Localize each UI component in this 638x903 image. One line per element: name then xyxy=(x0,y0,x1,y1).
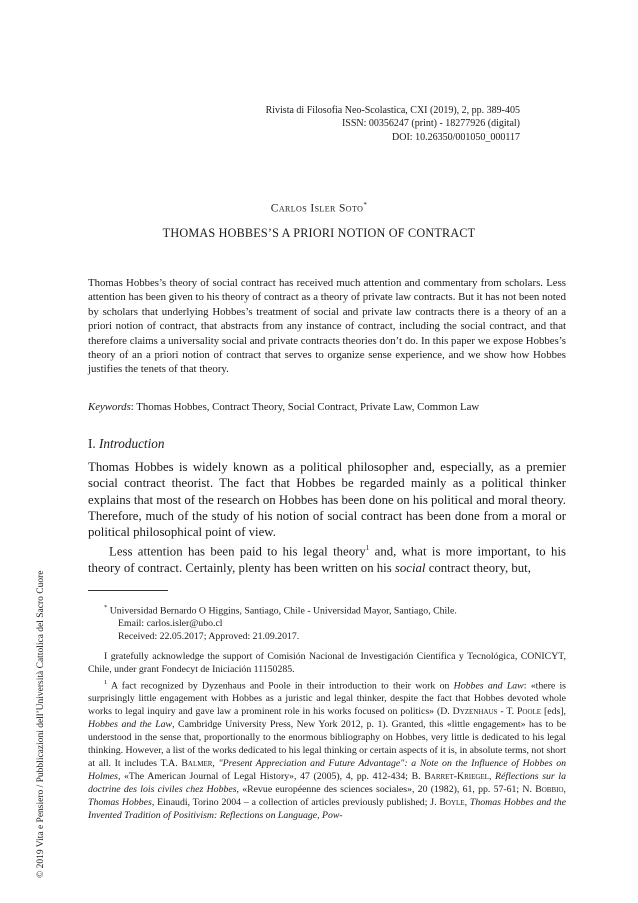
fn1-text: [eds], xyxy=(541,706,566,718)
fn1-text: , Einaudi, Torino 2004 – a collection of articles previously published; J. xyxy=(151,797,440,809)
fn1-author: Balmer xyxy=(181,758,213,770)
fn1-italic: Thomas Hobbes and the Invented Tradition of Positivism: Reflections on Language, Pow- xyxy=(88,797,567,822)
paragraph-1: Thomas Hobbes is widely known as a political philosopher and, especially, as a premier social contract theorist. The fact that Hobbes be regarded mainly as a political thinker explains that most of the research on Hobbes has been done on his political and moral theory. Therefore, much of the study of his notion of social contract has been done from a moral or political philosophical point of view. xyxy=(88,460,566,540)
footnote-separator xyxy=(88,590,168,591)
body-text xyxy=(88,459,566,576)
fn1-text: , «The American Journal of Legal History», 47 (2005), 4, pp. 412-434; B. xyxy=(117,771,425,783)
fn1-italic: Thomas Hobbes xyxy=(88,797,152,809)
footnote-1-mark: 1 xyxy=(104,679,108,686)
fn1-italic: Réflections sur la doctrine des lois civiles chez Hobbes xyxy=(88,771,566,796)
journal-citation: Rivista di Filosofia Neo-Scolastica, CXI (2019), 2, pp. 389-405 xyxy=(265,105,520,116)
footnote-1 xyxy=(88,676,566,822)
paragraph-2-text-b: and, what is more important, to his theory of contract. Certainly, plenty has been written on his xyxy=(88,544,566,576)
article-title: THOMAS HOBBES’S A PRIORI NOTION OF CONTRACT xyxy=(162,226,476,240)
fn1-text: : «there is surprisingly little engagement with Hobbes as a juristic and legal thinker, despite the fact that Hobbes devoted whole works to legal inquiry and gave law a prominent role in his works focused on politics» (D. xyxy=(88,680,566,718)
fn1-italic: Hobbes and the Law xyxy=(88,719,173,731)
copyright-sidebar: © 2019 Vita e Pensiero / Pubblicazioni dell’Università Cattolica del Sacro Cuore xyxy=(36,570,46,878)
fn1-text: , «Revue européenne des sciences sociales», 20 (1982), 61, pp. 57-61; N. xyxy=(236,784,536,796)
paragraph-2-text-c: contract theory, but, xyxy=(425,561,531,576)
fn1-text: , Cambridge University Press, New York 2012, p. 1). Granted, this «little engagement» has to be understood in the sense that, proportionally to the enormous bibliography on Hobbes, very little is dedicated to his legal thinking. However, a list of the works dedicated to his legal thinking or certain aspects of it is, in absolute terms, not short at all. It includes T.A. xyxy=(88,719,566,770)
keywords-label: Keywords xyxy=(88,401,131,413)
fn1-author: Barret-Kriegel xyxy=(424,771,489,783)
author-footnote-symbol: * xyxy=(104,604,108,611)
acknowledgment: I gratefully acknowledge the support of Comisión Nacional de Investigación Científica y Tecnológica, CONICYT, Chile, under grant Fondecyt de Iniciación 11150285. xyxy=(88,651,566,676)
affiliation-footnote xyxy=(88,601,566,617)
dates-line: Received: 22.05.2017; Approved: 21.09.2017. xyxy=(118,631,300,643)
paragraph-2-text-a: Less attention has been paid to his legal theory xyxy=(109,544,366,559)
footnote-ref-1[interactable]: 1 xyxy=(365,544,370,553)
author-line xyxy=(0,201,638,215)
affiliation-text: Universidad Bernardo O Higgins, Santiago, Chile - Universidad Mayor, Santiago, Chile. xyxy=(107,605,457,617)
doi-line: DOI: 10.26350/001050_000117 xyxy=(392,131,520,143)
section-number: I. xyxy=(88,436,99,451)
fn1-text: , xyxy=(464,797,470,809)
paragraph-2 xyxy=(88,540,566,576)
fn1-author: Dyzenhaus - T. Poole xyxy=(452,706,542,718)
fn1-text: , xyxy=(212,758,219,770)
paragraph-2-italic: social xyxy=(394,561,426,576)
issn-line: ISSN: 00356247 (print) - 18277926 (digital) xyxy=(341,118,520,130)
fn1-italic: "Present Appreciation and Future Advantage": a Note on the Influence of Hobbes on Holmes xyxy=(88,758,566,783)
fn1-author: Boyle xyxy=(439,797,465,809)
fn1-text: A fact recognized by Dyzenhaus and Poole in their introduction to their work on xyxy=(107,680,454,692)
keywords-text: : Thomas Hobbes, Contract Theory, Social Contract, Private Law, Common Law xyxy=(130,401,480,413)
journal-header xyxy=(120,104,520,144)
abstract: Thomas Hobbes’s theory of social contract has received much attention and commentary from scholars. Less attention has been given to his theory of contract as a theory of private law contracts. But it has not been noted by scholars that underlying Hobbes’s treatment of social and private law contracts there is a theory of an a priori notion of contract, that abstracts from any instance of contract, including the social contract, and that therefore claims a universality social and private contracts theories don’t do. In this paper we expose Hobbes’s theory of an a priori notion of contract that serves to organize sense experience, and we show how Hobbes justifies the tenets of that theory. xyxy=(88,277,566,376)
author-name: Carlos Isler Soto xyxy=(270,202,364,215)
email-line: Email: carlos.isler@ubo.cl xyxy=(118,618,223,630)
section-title: Introduction xyxy=(99,436,165,451)
fn1-text: , xyxy=(563,784,566,796)
fn1-author: Bobbio xyxy=(535,784,564,796)
author-footnote xyxy=(88,601,566,676)
section-heading xyxy=(88,436,164,452)
fn1-text: , xyxy=(488,771,496,783)
fn1-italic: Hobbes and Law xyxy=(453,680,524,692)
author-footnote-mark[interactable]: * xyxy=(363,201,368,209)
keywords xyxy=(88,401,566,413)
